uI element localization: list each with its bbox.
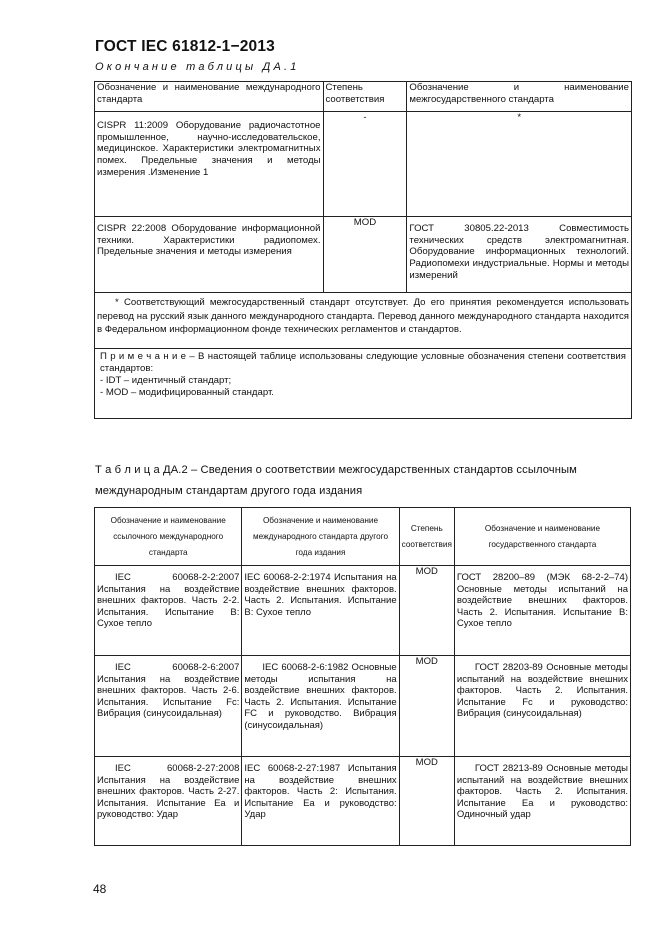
footnote-row [95,293,632,349]
footnote-text: Соответствующий межгосударственный стандарт отсутствует. До его принятия рекомендуется использовать перевод на русский язык данного международного стандарта. Перевод данного международного стандарта находится в Федеральном информационном фонде технических регламентов и стандартов. [97,297,629,335]
cell-other: IEC 60068-2-27:1987 Испытания на воздействие внешних факторов. Часть 2: Испытания. Испытание Ea и руководство: Удар [242,757,399,846]
note-label: П р и м е ч а н и е [100,351,187,362]
header-degree: Степень соответствия [399,508,454,566]
header-other: Обозначение и наименование международного стандарта другого года издания [242,508,399,566]
table2-caption-text: ДА.2 – Сведения о соответствии межгосударственных стандартов ссылочным международным стандартам другого года издания [95,464,577,497]
cell-degree: MOD [399,566,454,656]
table-row [95,112,632,217]
cell-ref: IEC 60068-2-2:2007 Испытания на воздействие внешних факторов. Часть 2-2. Испытания. Испытание B: Сухое тепло [95,566,242,656]
cell-gost: ГОСТ 30805.22-2013 Совместимость технических средств электромагнитная. Оборудование информационных технологий. Радиопомехи индустриальные. Нормы и методы измерений [407,217,632,293]
footnote [95,293,632,349]
table-header-row [95,508,631,566]
page-number: 48 [93,882,107,896]
table2-caption [95,460,620,502]
table-row [95,217,632,293]
table-da1 [94,81,632,419]
cell-gost: ГОСТ 28200–89 (МЭК 68-2-2–74) Основные методы испытаний на воздействие внешних факторов. Часть 2. Испытания. Испытание B: Сухое тепло [454,566,630,656]
table-header-row [95,82,632,112]
cell-degree: - [323,112,407,217]
note-text: – В настоящей таблице использованы следующие условные обозначения степени соответствия стандартов: [100,351,626,374]
header-ref: Обозначение и наименование ссылочного международного стандарта [95,508,242,566]
cell-gost: ГОСТ 28213-89 Основные методы испытаний на воздействие внешних факторов. Часть 2. Испытания. Испытание Ea и руководство: Одиночный удар [454,757,630,846]
footnote-mark: * [115,297,119,308]
header-degree: Степень соответствия [323,82,407,112]
cell-degree: MOD [323,217,407,293]
table2-caption-label: Т а б л и ц а [95,464,160,476]
cell-degree: MOD [399,757,454,846]
note-row [95,349,632,419]
cell-other: IEC 60068-2-6:1982 Основные методы испытания на воздействие внешних факторов. Часть 2. Испытания. Испытание FC и руководство. Вибрация (синусоидальная) [242,656,399,757]
cell-degree: MOD [399,656,454,757]
note-item-idt: - IDT – идентичный стандарт; [100,375,232,386]
cell-gost: * [407,112,632,217]
note [95,349,632,419]
header-gost: Обозначение и наименование государственного стандарта [454,508,630,566]
cell-ref: IEC 60068-2-6:2007 Испытания на воздействие внешних факторов. Часть 2-6. Испытания. Испытание Fc: Вибрация (синусоидальная) [95,656,242,757]
header-gost: Обозначение и наименование межгосударственного стандарта [407,82,632,112]
cell-gost: ГОСТ 28203-89 Основные методы испытаний на воздействие внешних факторов. Часть 2. Испытания. Испытание Fc и руководство: Вибрация (синусоидальная) [454,656,630,757]
cell-intl: CISPR 22:2008 Оборудование информационной техники. Характеристики радиопомех. Предельные значения и методы измерения [95,217,324,293]
note-item-mod: - MOD – модифицированный стандарт. [100,387,274,398]
cell-other: IEC 60068-2-2:1974 Испытания на воздействие внешних факторов. Часть 2. Испытания. Испытание B: Сухое тепло [242,566,399,656]
table-row [95,757,631,846]
table-row [95,566,631,656]
table-da2 [94,507,631,846]
table-continuation-label: Окончание таблицы ДА.1 [95,61,300,73]
table-row [95,656,631,757]
cell-ref: IEC 60068-2-27:2008 Испытания на воздействие внешних факторов. Часть 2-27. Испытания. Испытание Ea и руководство: Удар [95,757,242,846]
cell-intl: CISPR 11:2009 Оборудование радиочастотное промышленное, научно-исследовательское, медицинское. Характеристики электромагнитных помех. Предельные значения и методы измерения .Изменение 1 [95,112,324,217]
doc-title: ГОСТ IEC 61812-1−2013 [95,38,275,55]
header-intl: Обозначение и наименование международного стандарта [95,82,324,112]
